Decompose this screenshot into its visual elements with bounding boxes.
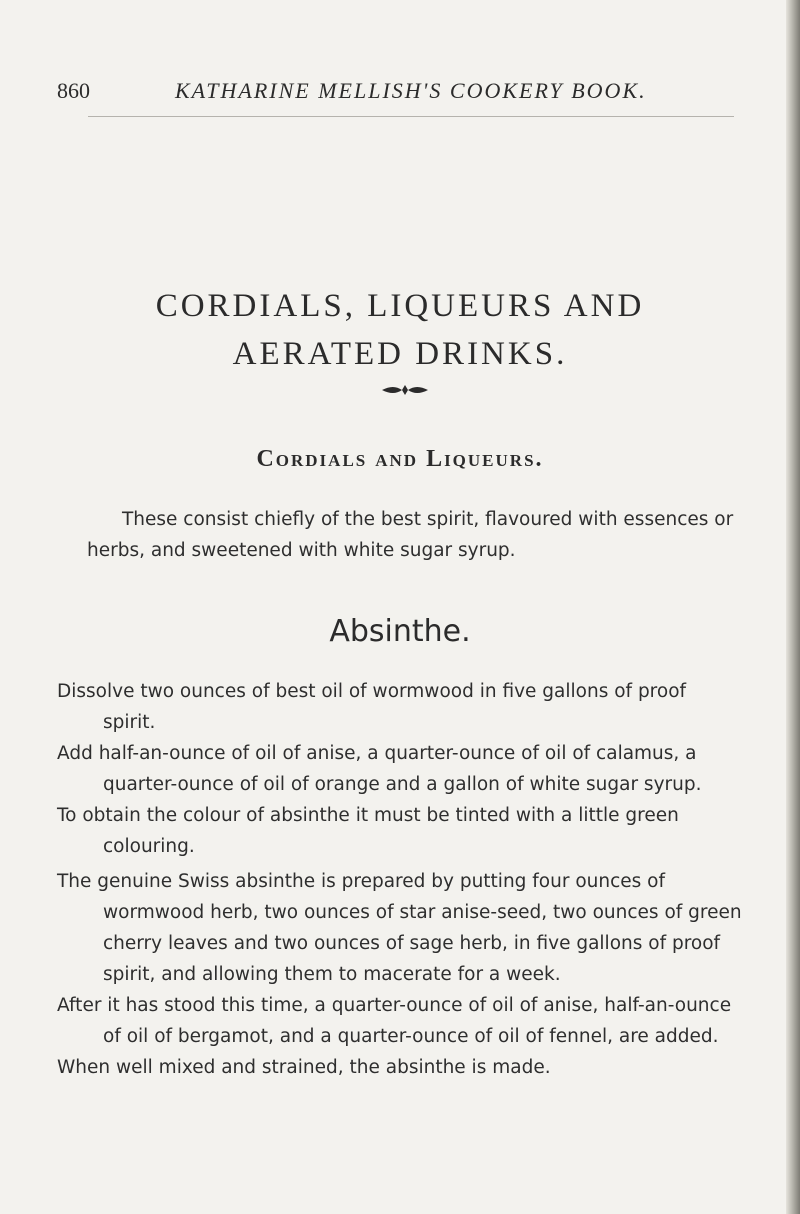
recipe-title: Absinthe. bbox=[329, 614, 471, 649]
recipe-step: After it has stood this time, a quarter-ounce of oil of anise, half-an-ounce of oil of bergamot, and a quarter-ounce of oil of fennel, are added. bbox=[57, 995, 732, 1047]
recipe-step: The genuine Swiss absinthe is prepared by putting four ounces of wormwood herb, two ounces of star anise-seed, two ounces of green cherry leaves and two ounces of sage herb, in five gallons of proof spirit, and allowing them to macerate for a week. bbox=[57, 871, 742, 985]
section-intro: These consist chiefly of the best spirit, flavoured with essences or herbs, and sweetened with white sugar syrup. bbox=[87, 509, 734, 561]
recipe-step: Add half-an-ounce of oil of anise, a quarter-ounce of oil of calamus, a quarter-ounce of oil of orange and a gallon of white sugar syrup. bbox=[57, 743, 702, 795]
recipe-paragraph-2 bbox=[57, 866, 742, 1083]
recipe-paragraph-1 bbox=[57, 676, 742, 862]
header-rule bbox=[88, 116, 734, 117]
page-number: 860 bbox=[57, 78, 90, 103]
page-edge-shadow bbox=[786, 0, 800, 1214]
decorative-ornament-icon bbox=[380, 383, 430, 397]
chapter-title-line-2: AERATED DRINKS. bbox=[232, 336, 568, 372]
page-header bbox=[0, 78, 800, 108]
recipe-step: When well mixed and strained, the absinthe is made. bbox=[57, 1057, 551, 1078]
chapter-title-line-1: CORDIALS, LIQUEURS AND bbox=[155, 288, 645, 324]
recipe-step: To obtain the colour of absinthe it must be tinted with a little green colouring. bbox=[57, 805, 679, 857]
recipe-step: Dissolve two ounces of best oil of wormwood in five gallons of proof spirit. bbox=[57, 681, 687, 733]
section-heading: Cordials and Liqueurs. bbox=[256, 446, 544, 472]
running-title: KATHARINE MELLISH'S COOKERY BOOK. bbox=[175, 78, 647, 103]
